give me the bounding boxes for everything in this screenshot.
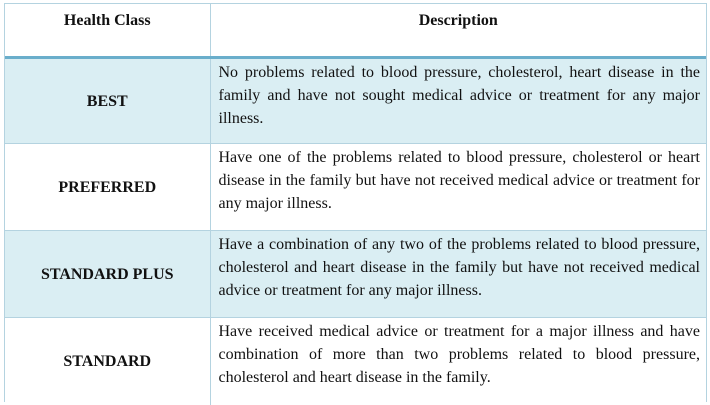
health-class-table-container xyxy=(4,3,707,402)
description-cell: Have a combination of any two of the problems related to blood pressure, cholesterol and heart disease in the family but have not received medical advice or treatment for any major illness. xyxy=(210,231,706,318)
header-row xyxy=(5,4,706,58)
health-class-cell: STANDARD PLUS xyxy=(5,231,210,318)
table-body xyxy=(5,58,706,405)
health-class-table xyxy=(5,4,706,405)
table-row xyxy=(5,144,706,231)
description-cell: No problems related to blood pressure, cholesterol, heart disease in the family and have not sought medical advice or treatment for any major illness. xyxy=(210,58,706,144)
health-class-cell: STANDARD xyxy=(5,318,210,405)
health-class-cell: BEST xyxy=(5,58,210,144)
table-row xyxy=(5,318,706,405)
header-health-class: Health Class xyxy=(5,4,210,58)
table-row xyxy=(5,231,706,318)
header-description: Description xyxy=(210,4,706,58)
health-class-cell: PREFERRED xyxy=(5,144,210,231)
table-header xyxy=(5,4,706,58)
table-row xyxy=(5,58,706,144)
description-cell: Have received medical advice or treatment for a major illness and have combination of more than two problems related to blood pressure, cholesterol and heart disease in the family. xyxy=(210,318,706,405)
description-cell: Have one of the problems related to blood pressure, cholesterol or heart disease in the family but have not received medical advice or treatment for any major illness. xyxy=(210,144,706,231)
